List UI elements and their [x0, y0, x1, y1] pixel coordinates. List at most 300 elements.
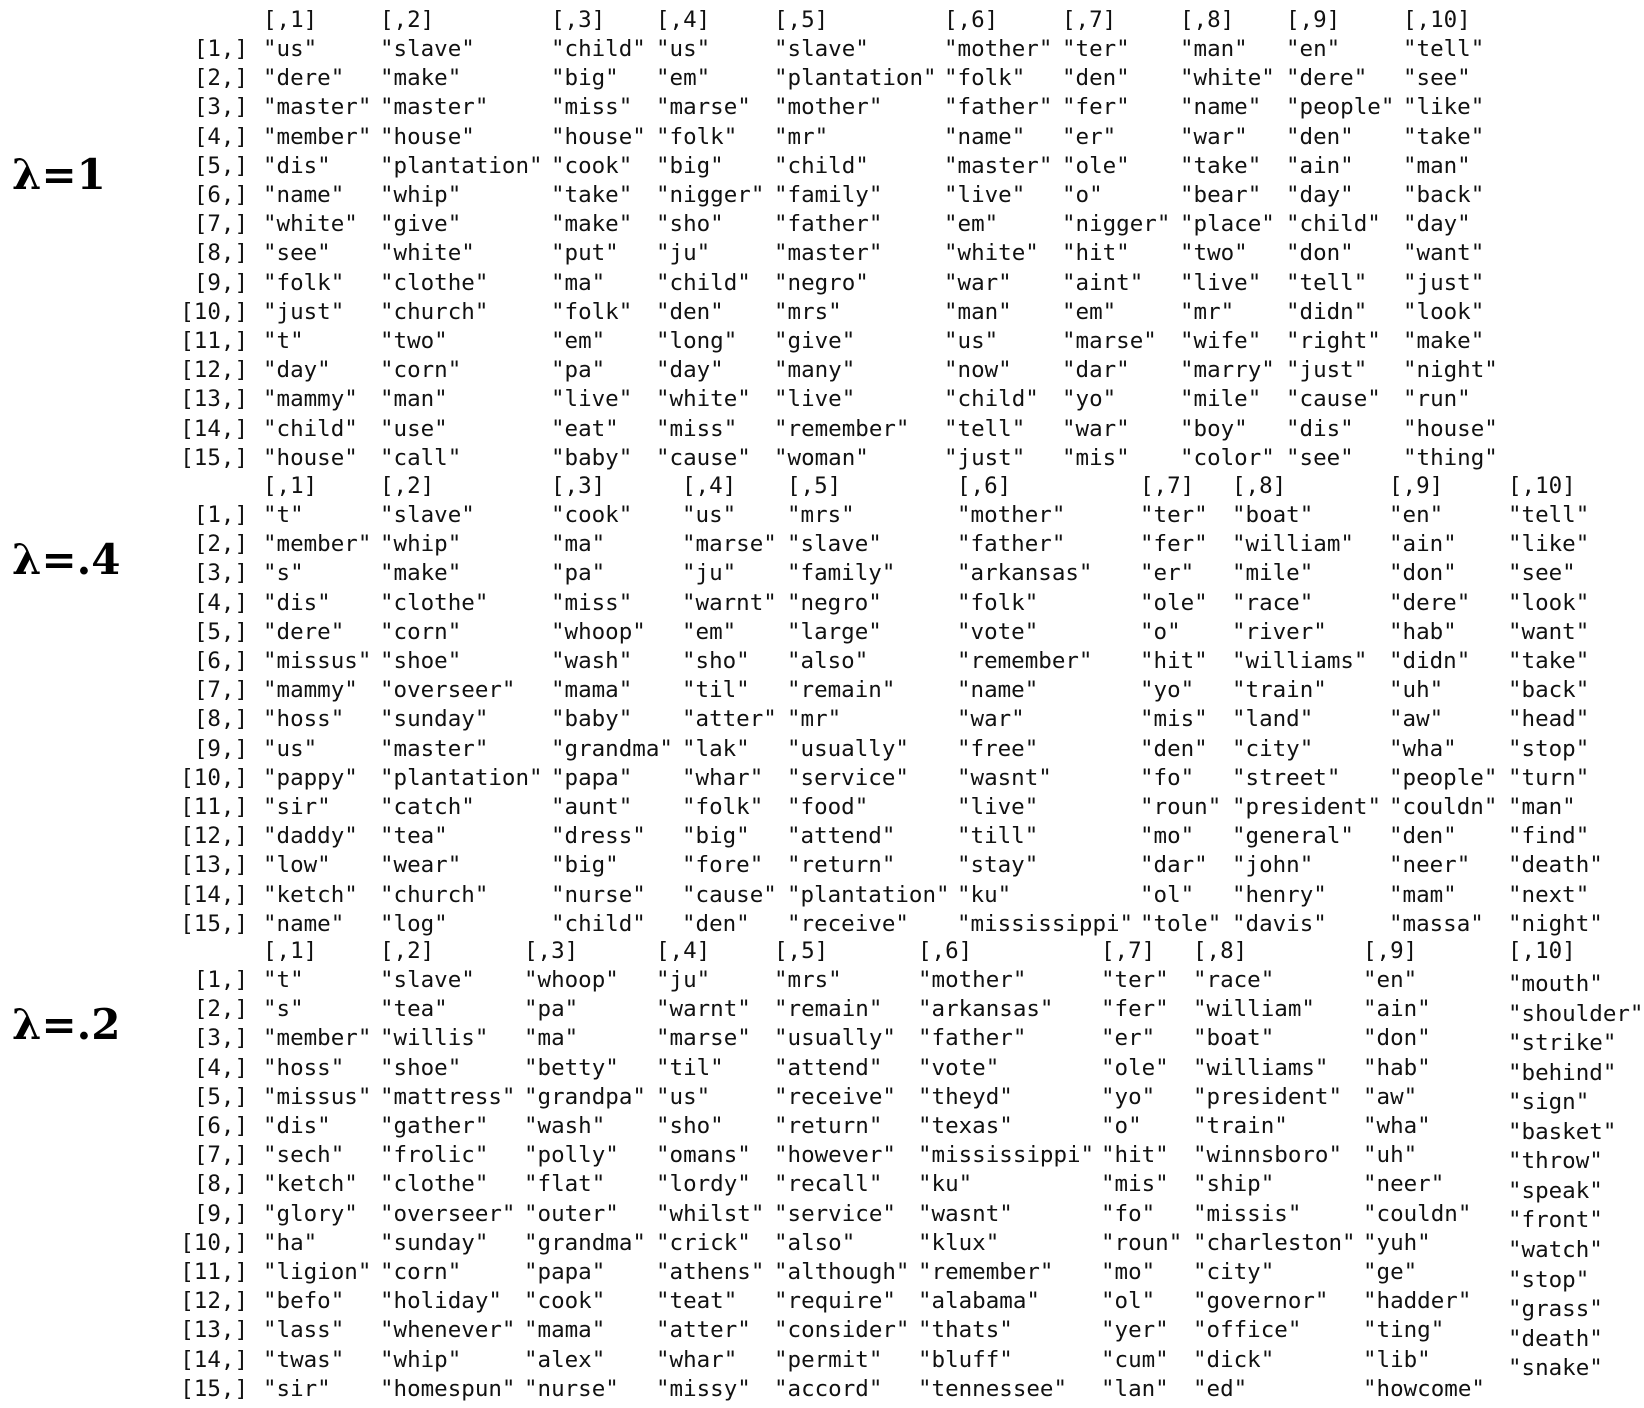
- matrix-cell: "em": [1062, 298, 1117, 325]
- matrix-cell: "plantation": [380, 152, 543, 179]
- matrix-cell: "s": [263, 560, 304, 587]
- matrix-cell: "glory": [263, 1200, 358, 1227]
- matrix-cell: "mammy": [263, 677, 358, 704]
- matrix-cell: "war": [1062, 415, 1130, 442]
- matrix-cell: "eat": [551, 415, 619, 442]
- matrix-cell: "atter": [682, 706, 777, 733]
- matrix-cell: "howcome": [1363, 1375, 1485, 1402]
- matrix-cell: "us": [944, 328, 999, 354]
- matrix-cell: "baby": [551, 444, 633, 471]
- matrix-cell: "mr": [774, 123, 829, 150]
- matrix-cell: "office": [1193, 1317, 1302, 1344]
- column-header: [,8]: [1180, 7, 1235, 33]
- column-header: [,1]: [263, 938, 318, 964]
- matrix-cell: "like": [1508, 531, 1590, 558]
- matrix-cell: "arkansas": [918, 996, 1054, 1023]
- matrix-cell: "mr": [1180, 298, 1235, 325]
- matrix-cell: "boat": [1193, 1025, 1275, 1052]
- matrix-cell: "cook": [551, 502, 633, 528]
- row-label: [11,]: [180, 1259, 248, 1285]
- matrix-cell: "live": [551, 386, 633, 413]
- matrix-cell: "land": [1232, 706, 1314, 733]
- matrix-cell: "dere": [263, 65, 345, 92]
- matrix-cell: "corn": [380, 357, 462, 384]
- matrix-cell: "er": [1140, 560, 1195, 587]
- matrix-cell: "day": [1403, 211, 1471, 238]
- matrix-cell: "betty": [524, 1054, 619, 1081]
- matrix-cell: "willis": [380, 1025, 489, 1052]
- matrix-cell: "hab": [1389, 618, 1457, 645]
- matrix-cell: "two": [380, 328, 448, 354]
- matrix-cell: "dere": [263, 618, 345, 645]
- matrix-cell: "mother": [918, 967, 1027, 993]
- matrix-cell: "neer": [1389, 852, 1471, 879]
- matrix-cell: "whilst": [656, 1200, 765, 1227]
- matrix-cell: "den": [1062, 65, 1130, 92]
- matrix-cell: "fo": [1101, 1200, 1156, 1227]
- matrix-cell: "use": [380, 415, 448, 442]
- column-header: [,3]: [551, 7, 606, 33]
- matrix-cell: "street": [1232, 764, 1341, 791]
- matrix-cell: "house": [1403, 415, 1498, 442]
- lambda-label: λ=1: [12, 150, 106, 199]
- matrix-cell: "big": [551, 65, 619, 92]
- matrix-cell: "just": [1286, 357, 1368, 384]
- matrix-cell: "train": [1232, 677, 1327, 704]
- matrix-cell: "throw": [1508, 1148, 1603, 1175]
- matrix-cell: "name": [944, 123, 1026, 150]
- column-header: [,6]: [918, 938, 973, 964]
- matrix-cell: "dick": [1193, 1346, 1275, 1373]
- matrix-cell: "pappy": [263, 764, 358, 791]
- matrix-cell: "mississippi": [957, 910, 1134, 937]
- matrix-cell: "warnt": [656, 996, 751, 1023]
- matrix-cell: "want": [1403, 240, 1485, 267]
- matrix-cell: "name": [263, 910, 345, 937]
- row-label: [11,]: [180, 328, 248, 354]
- matrix-cell: "vote": [957, 618, 1039, 645]
- matrix-cell: "white": [1180, 65, 1275, 92]
- matrix-cell: "befo": [263, 1288, 345, 1315]
- matrix-cell: "grandpa": [524, 1083, 646, 1110]
- matrix-cell: "place": [1180, 211, 1275, 238]
- matrix-cell: "man": [380, 386, 448, 413]
- matrix-cell: "father": [918, 1025, 1027, 1052]
- matrix-cell: "child": [551, 910, 646, 937]
- matrix-cell: "house": [380, 123, 475, 150]
- matrix-cell: "don": [1286, 240, 1354, 267]
- matrix-cell: "people": [1286, 94, 1395, 121]
- matrix-cell: "cause": [682, 881, 777, 908]
- matrix-cell: "two": [1180, 240, 1248, 267]
- matrix-cell: "now": [944, 357, 1012, 384]
- row-label: [10,]: [180, 764, 248, 791]
- block-lambda-1: [0, 0, 1644, 471]
- matrix-cell: "frolic": [380, 1142, 489, 1169]
- matrix-cell: "wash": [551, 648, 633, 674]
- matrix-cell: "woman": [774, 444, 869, 471]
- matrix-cell: "take": [1508, 648, 1590, 674]
- matrix-cell: "tea": [380, 823, 448, 850]
- row-label: [15,]: [180, 444, 248, 471]
- matrix-cell: "miss": [656, 415, 738, 442]
- matrix-cell: "whoop": [551, 618, 646, 645]
- matrix-cell: "sho": [656, 1113, 724, 1139]
- matrix-cell: "child": [656, 269, 751, 296]
- matrix-cell: "fer": [1062, 94, 1130, 121]
- row-label: [7,]: [193, 1142, 248, 1169]
- matrix-cell: "o": [1062, 182, 1103, 208]
- matrix-cell: "whar": [682, 764, 764, 791]
- matrix-cell: "next": [1508, 881, 1590, 908]
- matrix-cell: "miss": [551, 94, 633, 121]
- matrix-cell: "dis": [263, 589, 331, 616]
- matrix-cell: "folk": [656, 123, 738, 150]
- matrix-cell: "plantation": [774, 65, 937, 92]
- matrix-cell: "father": [774, 211, 883, 238]
- matrix-cell: "nigger": [656, 182, 765, 208]
- matrix-cell: "race": [1232, 589, 1314, 616]
- matrix-cell: "mother": [957, 502, 1066, 528]
- matrix-cell: "corn": [380, 1259, 462, 1285]
- matrix-cell: "basket": [1508, 1118, 1617, 1145]
- matrix-cell: "child": [774, 152, 869, 179]
- column-header: [,8]: [1193, 938, 1248, 964]
- matrix-cell: "mother": [944, 36, 1053, 62]
- column-header: [,5]: [774, 7, 829, 33]
- matrix-cell: "also": [774, 1229, 856, 1256]
- matrix-cell: "lak": [682, 735, 750, 762]
- matrix-cell: "take": [1180, 152, 1262, 179]
- column-header: [,7]: [1140, 473, 1195, 499]
- matrix-cell: "nurse": [524, 1375, 619, 1402]
- matrix-cell: "teat": [656, 1288, 738, 1315]
- matrix-cell: "call": [380, 444, 462, 471]
- matrix-cell: "see": [263, 240, 331, 267]
- matrix-cell: "ol": [1101, 1288, 1156, 1315]
- matrix-cell: "alabama": [918, 1288, 1040, 1315]
- matrix-cell: "house": [551, 123, 646, 150]
- row-label: [5,]: [193, 618, 248, 645]
- matrix-cell: "president": [1193, 1083, 1343, 1110]
- matrix-cell: "back": [1508, 677, 1590, 704]
- matrix-cell: "white": [944, 240, 1039, 267]
- matrix-cell: "william": [1232, 531, 1354, 558]
- matrix-cell: "o": [1140, 618, 1181, 645]
- matrix-cell: "look": [1403, 298, 1485, 325]
- matrix-cell: "service": [774, 1200, 896, 1227]
- matrix-cell: "tell": [944, 415, 1026, 442]
- matrix-cell: "see": [1403, 65, 1471, 92]
- matrix-cell: "outer": [524, 1200, 619, 1227]
- column-header: [,9]: [1389, 473, 1444, 499]
- matrix-cell: "aw": [1389, 706, 1444, 733]
- row-label: [14,]: [180, 881, 248, 908]
- matrix-cell: "war": [957, 706, 1025, 733]
- matrix-cell: "however": [774, 1142, 896, 1169]
- matrix-cell: "sunday": [380, 706, 489, 733]
- matrix-cell: "boy": [1180, 415, 1248, 442]
- matrix-cell: "tennessee": [918, 1375, 1068, 1402]
- matrix-cell: "corn": [380, 618, 462, 645]
- matrix-cell: "member": [263, 531, 372, 558]
- matrix-cell: "president": [1232, 794, 1382, 820]
- matrix-cell: "twas": [263, 1346, 345, 1373]
- matrix-cell: "mam": [1389, 881, 1457, 908]
- matrix-cell: "missus": [263, 1083, 372, 1110]
- row-label: [1,]: [193, 967, 248, 993]
- column-header: [,1]: [263, 7, 318, 33]
- matrix-cell: "usually": [787, 735, 909, 762]
- matrix-cell: "watch": [1508, 1236, 1603, 1263]
- matrix-cell: "live": [774, 386, 856, 413]
- row-label: [13,]: [180, 852, 248, 879]
- matrix-cell: "right": [1286, 328, 1381, 354]
- matrix-cell: "mis": [1062, 444, 1130, 471]
- row-label: [5,]: [193, 1083, 248, 1110]
- matrix-cell: "aunt": [551, 794, 633, 820]
- matrix-cell: "mother": [774, 94, 883, 121]
- matrix-cell: "death": [1508, 852, 1603, 879]
- row-label: [4,]: [193, 1054, 248, 1081]
- matrix-cell: "remember": [918, 1259, 1054, 1285]
- matrix-cell: "mama": [551, 677, 633, 704]
- matrix-cell: "davis": [1232, 910, 1327, 937]
- row-label: [11,]: [180, 794, 248, 820]
- matrix-cell: "front": [1508, 1207, 1603, 1234]
- matrix-cell: "ku": [957, 881, 1012, 908]
- matrix-cell: "make": [380, 65, 462, 92]
- matrix-cell: "slave": [774, 36, 869, 62]
- matrix-cell: "sech": [263, 1142, 345, 1169]
- matrix-cell: "child": [944, 386, 1039, 413]
- matrix-cell: "stop": [1508, 1266, 1590, 1293]
- row-label: [2,]: [193, 996, 248, 1023]
- column-header: [,10]: [1508, 938, 1576, 964]
- matrix-cell: "ma": [551, 531, 606, 558]
- matrix-cell: "fore": [682, 852, 764, 879]
- matrix-cell: "em": [944, 211, 999, 238]
- matrix-cell: "return": [774, 1113, 883, 1139]
- matrix-cell: "wasnt": [957, 764, 1052, 791]
- matrix-cell: "wash": [524, 1113, 606, 1139]
- matrix-cell: "war": [944, 269, 1012, 296]
- matrix-cell: "boat": [1232, 502, 1314, 528]
- matrix-cell: "ol": [1140, 881, 1195, 908]
- matrix-cell: "john": [1232, 852, 1314, 879]
- row-label: [8,]: [193, 706, 248, 733]
- matrix-cell: "arkansas": [957, 560, 1093, 587]
- matrix-cell: "speak": [1508, 1177, 1603, 1204]
- matrix-cell: "whar": [656, 1346, 738, 1373]
- matrix-cell: "pa": [524, 996, 579, 1023]
- matrix-cell: "t": [263, 502, 304, 528]
- row-label: [3,]: [193, 94, 248, 121]
- matrix-cell: "require": [774, 1288, 896, 1315]
- column-header: [,6]: [957, 473, 1012, 499]
- matrix-cell: "hit": [1140, 648, 1208, 674]
- matrix-cell: "sir": [263, 794, 331, 820]
- matrix-cell: "sunday": [380, 1229, 489, 1256]
- matrix-cell: "many": [774, 357, 856, 384]
- matrix-cell: "ju": [656, 240, 711, 267]
- row-label: [6,]: [193, 648, 248, 674]
- matrix-cell: "clothe": [380, 1171, 489, 1198]
- matrix-cell: "vote": [918, 1054, 1000, 1081]
- matrix-cell: "mis": [1140, 706, 1208, 733]
- matrix-cell: "food": [787, 794, 869, 820]
- matrix-cell: "white": [380, 240, 475, 267]
- matrix-cell: "make": [380, 560, 462, 587]
- matrix-cell: "just": [944, 444, 1026, 471]
- matrix-cell: "return": [787, 852, 896, 879]
- row-label: [5,]: [193, 152, 248, 179]
- matrix-cell: "cook": [551, 152, 633, 179]
- matrix-cell: "take": [551, 182, 633, 208]
- matrix-cell: "master": [944, 152, 1053, 179]
- matrix-cell: "negro": [774, 269, 869, 296]
- matrix-cell: "shoe": [380, 648, 462, 674]
- matrix-cell: "em": [682, 618, 737, 645]
- matrix-cell: "find": [1508, 823, 1590, 850]
- matrix-cell: "free": [957, 735, 1039, 762]
- matrix-cell: "dere": [1389, 589, 1471, 616]
- matrix-cell: "night": [1508, 910, 1603, 937]
- matrix-cell: "mattress": [380, 1083, 516, 1110]
- matrix-cell: "ku": [918, 1171, 973, 1198]
- matrix-cell: "shoe": [380, 1054, 462, 1081]
- matrix-cell: "mile": [1180, 386, 1262, 413]
- matrix-cell: "em": [656, 65, 711, 92]
- matrix-cell: "church": [380, 298, 489, 325]
- matrix-cell: "log": [380, 910, 448, 937]
- row-label: [6,]: [193, 1113, 248, 1139]
- matrix-cell: "mississippi": [918, 1142, 1095, 1169]
- matrix-cell: "fo": [1140, 764, 1195, 791]
- matrix-cell: "didn": [1389, 648, 1471, 674]
- matrix-cell: "pa": [551, 560, 606, 587]
- matrix-cell: "folk": [682, 794, 764, 820]
- row-label: [7,]: [193, 677, 248, 704]
- column-header: [,4]: [656, 7, 711, 33]
- matrix-cell: "mammy": [263, 386, 358, 413]
- row-label: [1,]: [193, 36, 248, 62]
- matrix-cell: "couldn": [1363, 1200, 1472, 1227]
- matrix-cell: "tell": [1403, 36, 1485, 62]
- matrix-cell: "family": [787, 560, 896, 587]
- matrix-cell: "low": [263, 852, 331, 879]
- matrix-cell: "ole": [1062, 152, 1130, 179]
- matrix-cell: "yo": [1140, 677, 1195, 704]
- matrix-cell: "hadder": [1363, 1288, 1472, 1315]
- matrix-cell: "em": [551, 328, 606, 354]
- matrix-cell: "see": [1508, 560, 1576, 587]
- matrix-cell: "us": [263, 36, 318, 62]
- matrix-cell: "want": [1508, 618, 1590, 645]
- matrix-cell: "ed": [1193, 1375, 1248, 1402]
- matrix-cell: "den": [656, 298, 724, 325]
- matrix-cell: "dis": [263, 152, 331, 179]
- column-header: [,2]: [380, 473, 435, 499]
- matrix-cell: "cum": [1101, 1346, 1169, 1373]
- matrix-cell: "holiday": [380, 1288, 502, 1315]
- matrix-cell: "folk": [944, 65, 1026, 92]
- matrix-cell: "folk": [957, 589, 1039, 616]
- matrix-cell: "t": [263, 967, 304, 993]
- matrix-cell: "hab": [1363, 1054, 1431, 1081]
- matrix-cell: "attend": [787, 823, 896, 850]
- row-label: [3,]: [193, 560, 248, 587]
- matrix-cell: "war": [1180, 123, 1248, 150]
- matrix-cell: "don": [1363, 1025, 1431, 1052]
- matrix-cell: "river": [1232, 618, 1327, 645]
- matrix-cell: "er": [1101, 1025, 1156, 1052]
- matrix-cell: "receive": [774, 1083, 896, 1110]
- matrix-cell: "wear": [380, 852, 462, 879]
- matrix-cell: "whoop": [524, 967, 619, 993]
- matrix-cell: "wha": [1389, 735, 1457, 762]
- matrix-cell: "dere": [1286, 65, 1368, 92]
- block-lambda-02: [0, 930, 1644, 1402]
- matrix-cell: "member": [263, 1025, 372, 1052]
- row-label: [4,]: [193, 123, 248, 150]
- matrix-cell: "day": [263, 357, 331, 384]
- matrix-cell: "dis": [263, 1113, 331, 1139]
- matrix-cell: "dress": [551, 823, 646, 850]
- row-label: [3,]: [193, 1025, 248, 1052]
- matrix-cell: "er": [1062, 123, 1117, 150]
- row-label: [12,]: [180, 1288, 248, 1315]
- matrix-cell: "live": [1180, 269, 1262, 296]
- matrix-cell: "yuh": [1363, 1229, 1431, 1256]
- matrix-cell: "night": [1403, 357, 1498, 384]
- matrix-cell: "o": [1101, 1113, 1142, 1139]
- matrix-cell: "receive": [787, 910, 909, 937]
- matrix-cell: "lan": [1101, 1375, 1169, 1402]
- matrix-cell: "den": [1286, 123, 1354, 150]
- matrix-cell: "name": [957, 677, 1039, 704]
- matrix-cell: "long": [656, 328, 738, 354]
- matrix-cell: "master": [263, 94, 372, 121]
- row-label: [7,]: [193, 211, 248, 238]
- matrix-cell: "accord": [774, 1375, 883, 1402]
- matrix-cell: "bear": [1180, 182, 1262, 208]
- matrix-cell: "lordy": [656, 1171, 751, 1198]
- matrix-cell: "ain": [1389, 531, 1457, 558]
- matrix-cell: "pa": [551, 357, 606, 384]
- matrix-cell: "take": [1403, 123, 1485, 150]
- row-label: [1,]: [193, 502, 248, 528]
- matrix-cell: "tea": [380, 996, 448, 1023]
- matrix-cell: "ha": [263, 1229, 318, 1256]
- column-header: [,3]: [551, 473, 606, 499]
- matrix-cell: "omans": [656, 1142, 751, 1169]
- matrix-cell: "dis": [1286, 415, 1354, 442]
- matrix-cell: "dar": [1062, 357, 1130, 384]
- column-header: [,5]: [787, 473, 842, 499]
- matrix-cell: "cause": [1286, 386, 1381, 413]
- matrix-cell: "den": [682, 910, 750, 937]
- matrix-cell: "look": [1508, 589, 1590, 616]
- matrix-cell: "member": [263, 123, 372, 150]
- matrix-cell: "child": [1286, 211, 1381, 238]
- matrix-cell: "day": [1286, 182, 1354, 208]
- column-header: [,3]: [524, 938, 579, 964]
- matrix-cell: "master": [380, 735, 489, 762]
- matrix-cell: "williams": [1193, 1054, 1329, 1081]
- matrix-cell: "ter": [1062, 36, 1130, 62]
- matrix-cell: "neer": [1363, 1171, 1445, 1198]
